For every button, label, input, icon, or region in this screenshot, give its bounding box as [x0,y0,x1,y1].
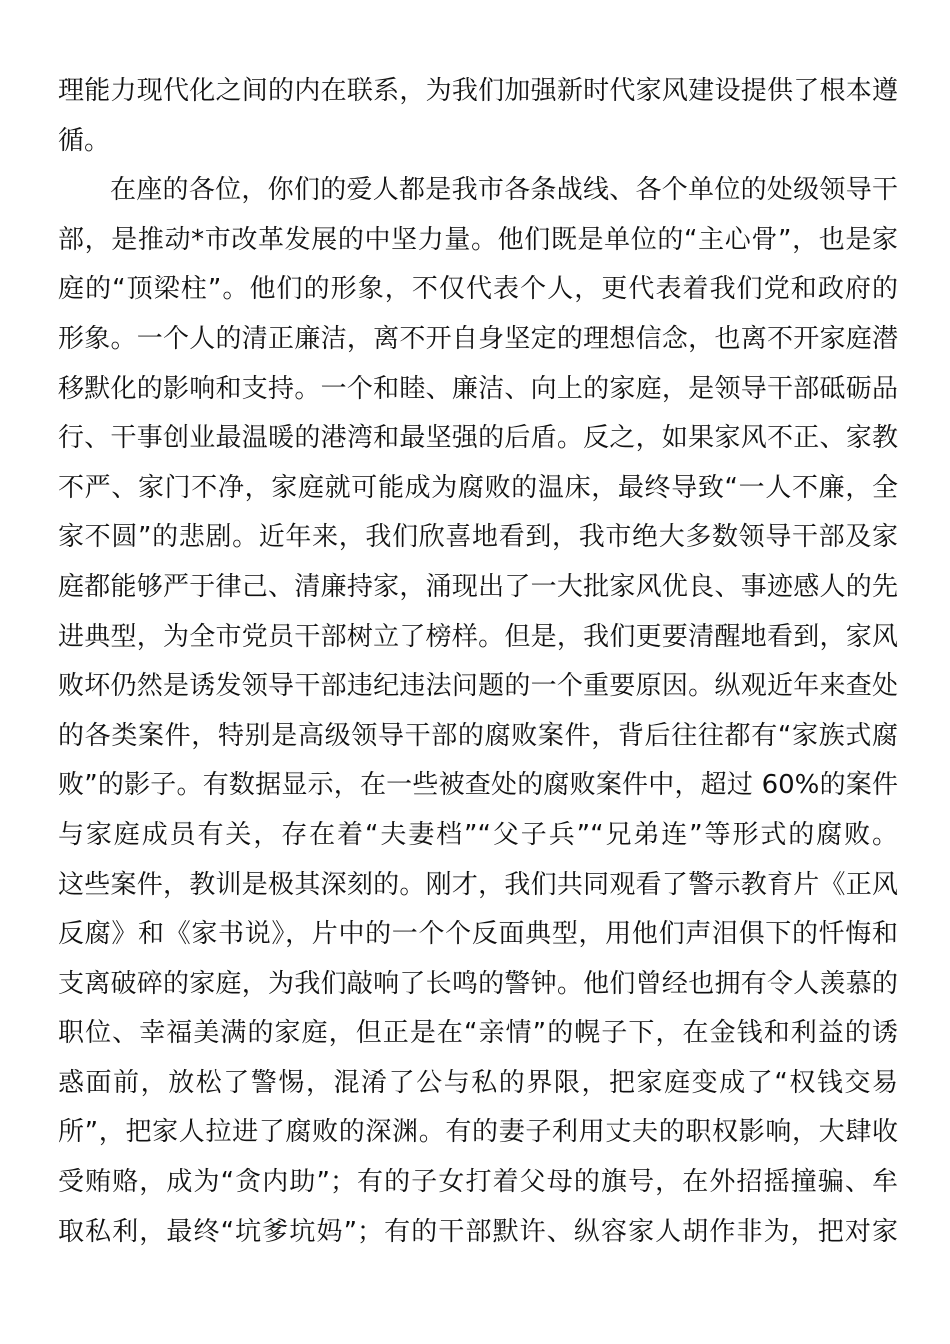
text-line: 这些案件，教训是极其深刻的。刚才，我们共同观看了警示教育片《正风 [58,869,898,900]
paragraph-start-line: 在座的各位，你们的爱人都是我市各条战线、各个单位的处级领导干 [110,175,898,206]
body-text [58,67,898,1257]
text-line: 庭的“顶梁柱”。他们的形象，不仅代表个人，更代表着我们党和政府的 [58,274,898,305]
text-line: 循。 [58,125,111,156]
text-line: 形象。一个人的清正廉洁，离不开自身坚定的理想信念，也离不开家庭潜 [58,323,898,354]
text-line: 所”，把家人拉进了腐败的深渊。有的妻子利用丈夫的职权影响，大肆收 [58,1117,898,1148]
text-line: 家不圆”的悲剧。近年来，我们欣喜地看到，我市绝大多数领导干部及家 [58,522,898,553]
text-line: 职位、幸福美满的家庭，但正是在“亲情”的幌子下，在金钱和利益的诱 [58,1018,898,1049]
text-line: 取私利，最终“坑爹坑妈”；有的干部默许、纵容家人胡作非为，把对家 [58,1216,898,1247]
text-line: 行、干事创业最温暖的港湾和最坚强的后盾。反之，如果家风不正、家教 [58,423,898,454]
text-line: 支离破碎的家庭，为我们敲响了长鸣的警钟。他们曾经也拥有令人羡慕的 [58,968,898,999]
text-line: 受贿赂，成为“贪内助”；有的子女打着父母的旗号，在外招摇撞骗、牟 [58,1167,898,1198]
text-line: 反腐》和《家书说》，片中的一个个反面典型，用他们声泪俱下的忏悔和 [58,919,898,950]
text-line: 不严、家门不净，家庭就可能成为腐败的温床，最终导致“一人不廉，全 [58,472,898,503]
text-line: 惑面前，放松了警惕，混淆了公与私的界限，把家庭变成了“权钱交易 [58,1067,898,1098]
text-line: 败坏仍然是诱发领导干部违纪违法问题的一个重要原因。纵观近年来查处 [58,671,898,702]
text-line: 移默化的影响和支持。一个和睦、廉洁、向上的家庭，是领导干部砥砺品 [58,373,898,404]
text-line: 理能力现代化之间的内在联系，为我们加强新时代家风建设提供了根本遵 [58,76,898,106]
text-line: 进典型，为全市党员干部树立了榜样。但是，我们更要清醒地看到，家风 [58,621,898,652]
text-line: 部，是推动*市改革发展的中坚力量。他们既是单位的“主心骨”，也是家 [58,224,898,255]
text-line: 的各类案件，特别是高级领导干部的腐败案件，背后往往都有“家族式腐 [58,720,898,751]
text-line: 败”的影子。有数据显示，在一些被查处的腐败案件中，超过 60%的案件 [58,770,898,801]
text-line: 与家庭成员有关，存在着“夫妻档”“父子兵”“兄弟连”等形式的腐败。 [58,819,898,850]
text-line: 庭都能够严于律己、清廉持家，涌现出了一大批家风优良、事迹感人的先 [58,571,898,602]
